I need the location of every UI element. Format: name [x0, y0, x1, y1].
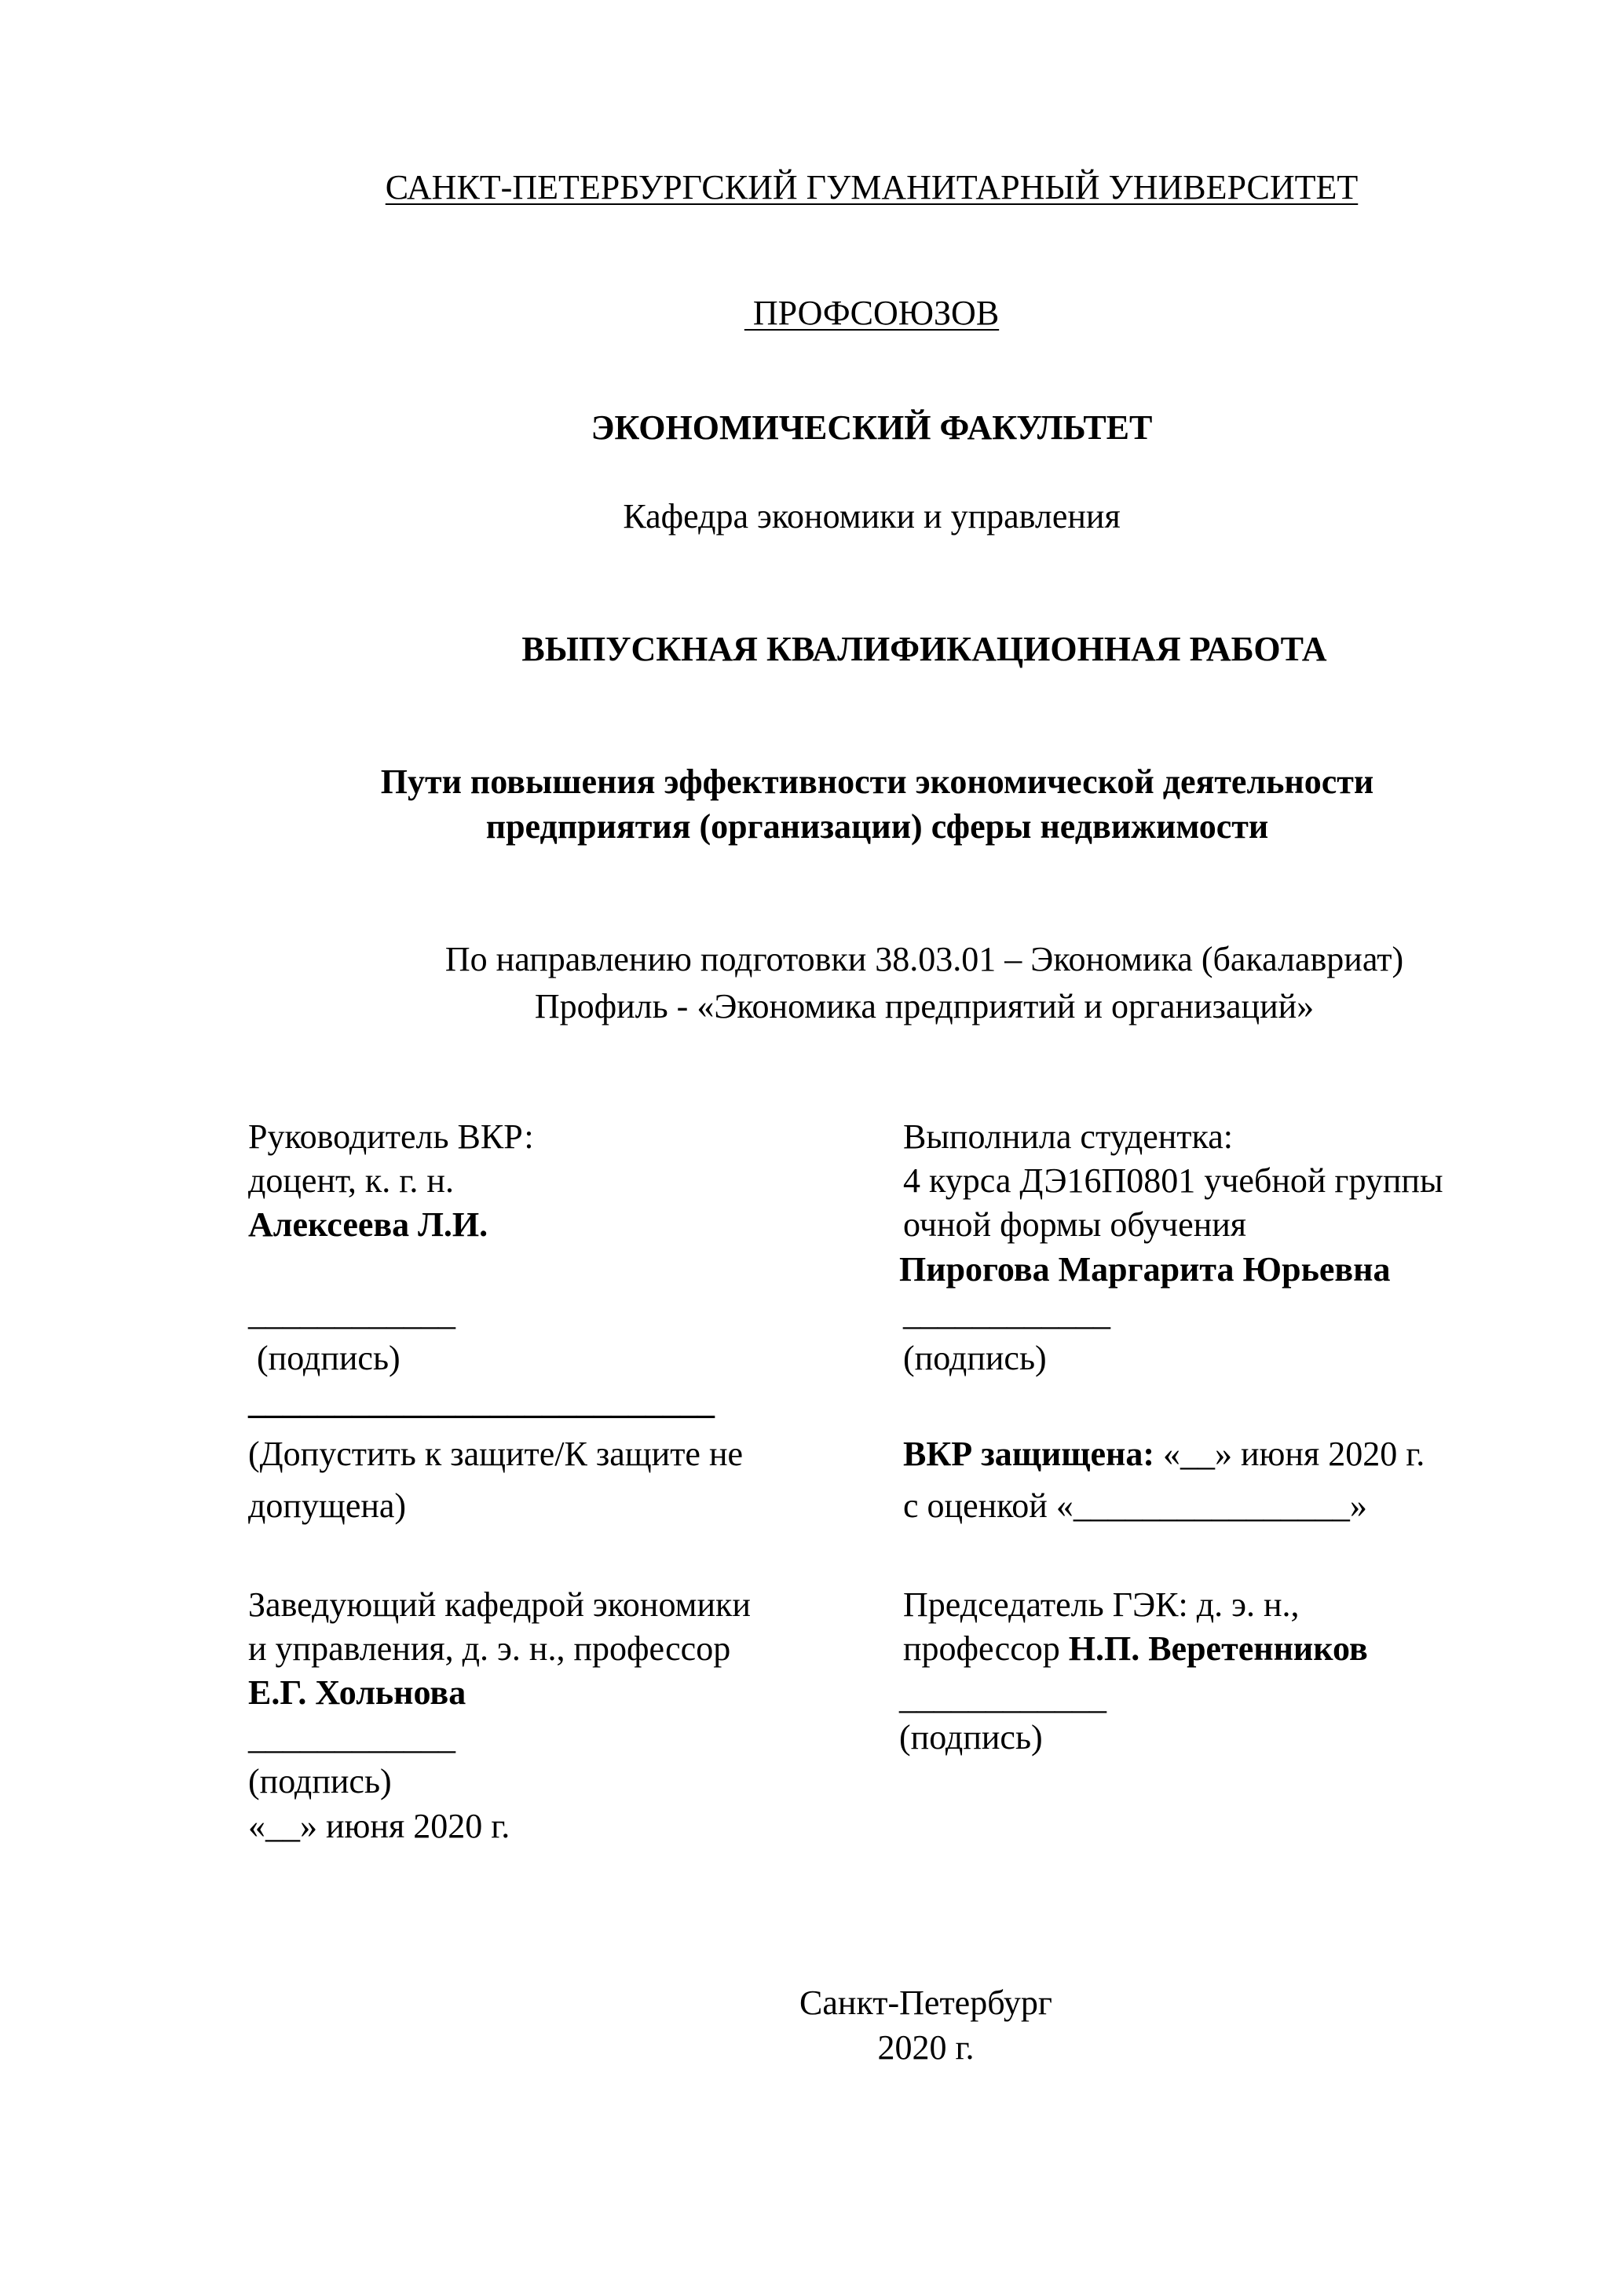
defense-grade: с оценкой «________________»	[903, 1486, 1367, 1525]
student-study-form: очной формы обучения	[903, 1205, 1247, 1244]
chair-signature-line: ____________	[899, 1678, 1106, 1717]
head-of-department-line2: и управления, д. э. н., профессор	[248, 1629, 731, 1668]
commission-chair-line2	[903, 1627, 1368, 1671]
student-name: Пирогова Маргарита Юрьевна	[899, 1250, 1391, 1289]
defended-label: ВКР защищена:	[903, 1435, 1154, 1473]
work-title-line1: Пути повышения эффективности экономической деятельности	[380, 762, 1374, 801]
year: 2020 г.	[877, 2028, 975, 2067]
defended-date: «__» июня 2020 г.	[1154, 1435, 1425, 1473]
city: Санкт-Петербург	[799, 1983, 1052, 2022]
student-signature-line: ____________	[903, 1294, 1110, 1333]
student-group: 4 курса ДЭ16П0801 учебной группы	[903, 1161, 1443, 1200]
study-direction: По направлению подготовки 38.03.01 – Экономика (бакалавриат)	[444, 940, 1404, 978]
supervisor-signature-caption: (подпись)	[248, 1339, 401, 1377]
admission-line: ___________________________	[248, 1383, 715, 1421]
work-type-heading: ВЫПУСКНАЯ КВАЛИФИКАЦИОННАЯ РАБОТА	[521, 630, 1327, 668]
student-signature-caption: (подпись)	[903, 1339, 1047, 1377]
head-signature-caption: (подпись)	[248, 1762, 392, 1801]
supervisor-title: доцент, к. г. н.	[248, 1161, 454, 1200]
work-title-line2: предприятия (организации) сферы недвижимости	[485, 807, 1269, 846]
head-of-department-line1: Заведующий кафедрой экономики	[248, 1585, 751, 1624]
chair-signature-caption: (подпись)	[899, 1718, 1043, 1757]
admission-text-2: допущена)	[248, 1486, 407, 1525]
student-label: Выполнила студентка:	[903, 1117, 1233, 1156]
head-signature-line: ____________	[248, 1718, 455, 1757]
head-signature-date: «__» июня 2020 г.	[248, 1807, 510, 1845]
faculty-heading: ЭКОНОМИЧЕСКИЙ ФАКУЛЬТЕТ	[591, 408, 1153, 447]
defense-date	[903, 1432, 1425, 1476]
supervisor-name: Алексеева Л.И.	[248, 1205, 488, 1244]
university-name: САНКТ-ПЕТЕРБУРГСКИЙ ГУМАНИТАРНЫЙ УНИВЕРСИТЕТ	[385, 168, 1359, 207]
admission-text: (Допустить к защите/К защите не	[248, 1435, 744, 1473]
study-profile: Профиль - «Экономика предприятий и организаций»	[534, 987, 1315, 1026]
chair-prefix: профессор	[903, 1629, 1069, 1668]
supervisor-label: Руководитель ВКР:	[248, 1117, 534, 1156]
commission-chair-line1: Председатель ГЭК: д. э. н.,	[903, 1585, 1300, 1624]
department-name: Кафедра экономики и управления	[623, 497, 1121, 536]
head-of-department-name: Е.Г. Хольнова	[248, 1673, 466, 1712]
supervisor-signature-line: ____________	[248, 1294, 455, 1333]
university-name-line2: ПРОФСОЮЗОВ	[744, 294, 1000, 332]
chair-name: Н.П. Веретенников	[1068, 1629, 1368, 1668]
